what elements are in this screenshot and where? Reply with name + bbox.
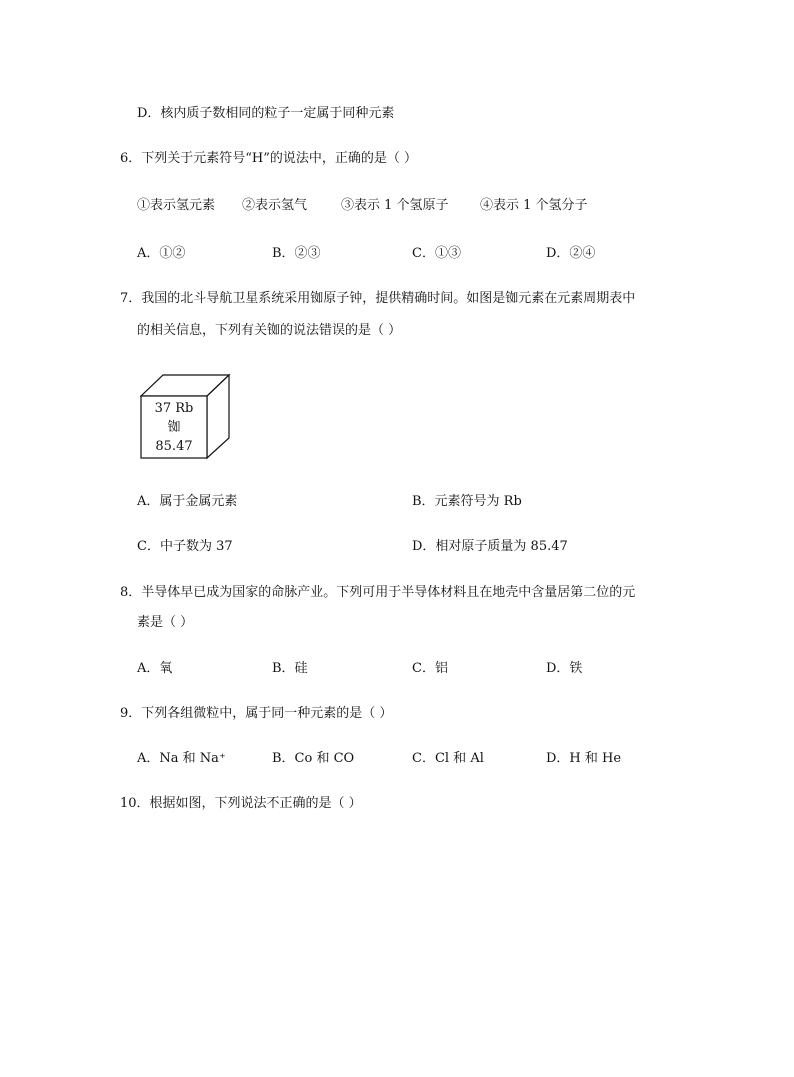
q9-option-d: D．H 和 He (546, 751, 622, 766)
q7-option-d: D．相对原子质量为 85.47 (412, 539, 568, 554)
q9-option-a: A．Na 和 Na⁺ (137, 751, 226, 766)
q7-stem-line1: 7．我国的北斗导航卫星系统采用铷原子钟，提供精确时间。如图是铷元素在元素周期表中 (120, 291, 636, 306)
q8-option-a: A．氧 (137, 661, 173, 676)
q7-option-c: C．中子数为 37 (137, 539, 233, 554)
q8-option-d: D．铁 (546, 661, 583, 676)
q8-option-b: B．硅 (272, 661, 308, 676)
q6-option-a: A．①② (137, 246, 186, 261)
q9-stem: 9．下列各组微粒中，属于同一种元素的是（ ） (120, 706, 393, 721)
q6-statement-3: ③表示 1 个氢原子 (341, 198, 449, 213)
q9-option-b: B．Co 和 CO (272, 751, 355, 766)
q6-statement-2: ②表示氢气 (242, 198, 308, 213)
element-mass: 85.47 (155, 439, 193, 454)
q9-option-c: C．Cl 和 Al (412, 751, 484, 766)
q6-option-c: C．①③ (412, 246, 461, 261)
q10-stem: 10．根据如图，下列说法不正确的是（ ） (120, 796, 362, 811)
q6-stem: 6．下列关于元素符号“H”的说法中，正确的是（ ） (120, 151, 418, 166)
q7-option-b: B．元素符号为 Rb (412, 494, 522, 509)
element-number-symbol: 37 Rb (154, 401, 194, 416)
q8-stem-line1: 8．半导体早已成为国家的命脉产业。下列可用于半导体材料且在地壳中含量居第二位的元 (120, 585, 636, 600)
q5-option-d: D．核内质子数相同的粒子一定属于同种元素 (137, 106, 395, 121)
q7-stem-line2: 的相关信息，下列有关铷的说法错误的是（ ） (137, 323, 402, 338)
q8-option-c: C．铝 (412, 661, 448, 676)
q7-option-a: A．属于金属元素 (137, 494, 238, 509)
element-name: 铷 (167, 420, 181, 435)
q6-option-b: B．②③ (272, 246, 321, 261)
q6-statement-4: ④表示 1 个氢分子 (480, 198, 588, 213)
q6-option-d: D．②④ (546, 246, 596, 261)
q8-stem-line2: 素是（ ） (137, 615, 194, 630)
q6-statement-1: ①表示氢元素 (137, 198, 216, 213)
